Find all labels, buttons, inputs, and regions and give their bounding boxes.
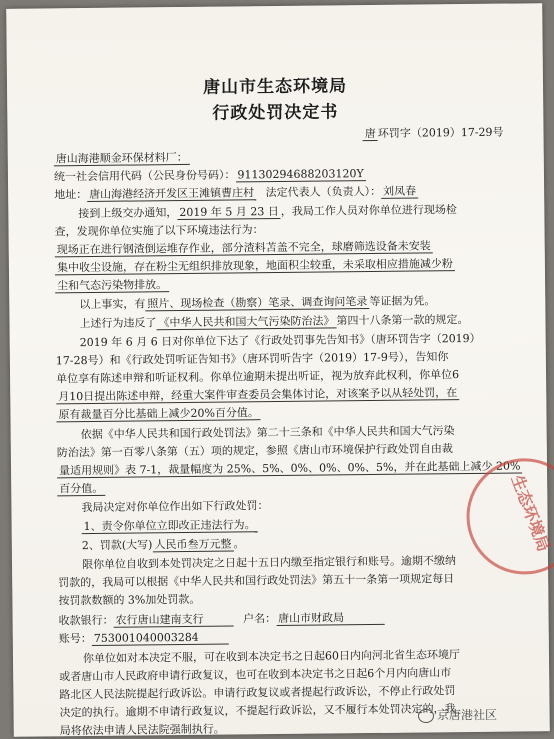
text: 第四十八条第一款的规定。 xyxy=(336,313,469,328)
bank-name: 农行唐山建南支行 xyxy=(114,612,234,627)
text: 以上事实，有 xyxy=(79,297,146,312)
text: 量适用规则》表 7-1，裁量幅度为 25%、5%、0%、0%、0%、5%，并在此基础上减少 20% xyxy=(57,459,522,478)
text: 月10日提出陈述申辩，经重大案件审查委员会集体讨论，对该案予以从轻处罚，在 xyxy=(56,386,459,404)
doc-number-value: 环罚字（2019）17-29号 xyxy=(377,125,504,140)
law-violated-paragraph xyxy=(79,311,468,331)
text: 原有裁量百分比基础上减少20%百分值。 xyxy=(56,406,261,422)
inspection-date: 2019 年 5 月 23 日 xyxy=(177,205,281,220)
document-title-org: 唐山市生态环境局 xyxy=(202,76,348,98)
official-seal xyxy=(466,458,554,575)
violation-line xyxy=(55,237,433,257)
payment-line: 罚款的，我局可以根据《中华人民共和国行政处罚法》第五十一条第一项规定每日 xyxy=(58,572,455,590)
document-number xyxy=(363,124,504,141)
payee-label: 户名： xyxy=(243,612,277,626)
evidence-list: 照片、现场检查（勘察）笔录、调查询问笔录 xyxy=(145,295,369,311)
violation-line xyxy=(55,255,455,275)
text: 上述行为违反了 xyxy=(79,316,157,331)
address-label: 地址： xyxy=(54,187,88,202)
basis-line: 依据《中华人民共和国行政处罚法》第二十三条和《中华人民共和国大气污染 xyxy=(80,424,455,442)
basis-line xyxy=(57,480,105,497)
decision-item-2 xyxy=(82,535,245,553)
account-label: 账号： xyxy=(58,631,92,646)
watermark-text: 京唐港社区 xyxy=(437,708,498,722)
decision-intro: 我局决定对你单位作出如下行政处罚： xyxy=(81,499,269,515)
notice-line: 17-28号）和《行政处罚听证告知书》（唐环罚听告字（2019）17-9号），告知你 xyxy=(55,350,449,368)
address: 唐山海港经济开发区王滩镇曹庄村 xyxy=(87,186,256,202)
text: 。 xyxy=(233,537,245,551)
notice-line: 单位享有陈述申辩和听证权利。你单位逾期未提出听证，视为放弃此权利，你单位6 xyxy=(56,368,460,386)
law-name: 《中华人民共和国大气污染防治法》 xyxy=(156,314,336,330)
basis-line: 防治法》第一百零八条第（五）项的规定，参照《唐山市环境保护行政处罚自由裁 xyxy=(56,442,453,460)
account-number: 753001040003284 xyxy=(92,631,229,646)
text: 接到上级交办通知， xyxy=(78,206,178,221)
appeal-line: 局将依法申请人民法院强制执行。 xyxy=(59,722,225,738)
credit-code-row xyxy=(54,165,366,184)
basis-line xyxy=(57,457,523,478)
text: 集中收尘设施，存在粉尘无组织排放现象，地面积尘较重，未采取相应措施减少粉 xyxy=(55,257,455,275)
paragraph-inspection-cont: 查，发现你单位实施了以下环境违法行为： xyxy=(54,223,264,239)
credit-code: 91130294688203120Y xyxy=(235,167,365,182)
text: 等证据为凭。 xyxy=(369,294,436,309)
appeal-line: 决定的执行。逾期不申请行政复议，不提起行政诉讼，又不履行本处罚决定的，我 xyxy=(59,702,456,720)
text: 尘和气态污染物排放。 xyxy=(55,278,169,293)
wechat-icon xyxy=(418,709,434,723)
text: 2、罚款(大写) xyxy=(81,538,153,553)
recipient xyxy=(54,149,190,166)
fine-amount: 人民币叁万元整 xyxy=(152,537,233,552)
decision-item-1 xyxy=(82,516,258,534)
account-row xyxy=(59,629,229,647)
notice-line xyxy=(56,384,459,404)
seal-text: 生态环境局 xyxy=(507,472,554,554)
text: 百分值。 xyxy=(57,482,105,497)
watermark xyxy=(418,706,497,723)
address-row xyxy=(54,183,418,203)
paragraph-inspection xyxy=(78,201,457,221)
notice-line xyxy=(56,404,261,422)
legal-rep: 刘凤春 xyxy=(381,185,418,199)
bank-row xyxy=(59,609,385,628)
bank-label: 收款银行： xyxy=(58,613,114,628)
appeal-line: 你单位如对本决定不服，可在收到本决定书之日起60日内向河北省生态环境厅 xyxy=(82,648,461,666)
legal-rep-label: 法定代表人（负责人）： xyxy=(265,184,382,200)
notice-line: 2019 年 6 月 6 日对你单位下达了《行政处罚事先告知书》（唐环罚告字（2019） xyxy=(79,331,481,350)
credit-code-label: 统一社会信用代码（公民身份号码）： xyxy=(53,168,236,184)
payee: 唐山市财政局 xyxy=(276,611,384,626)
payment-line: 按罚款数额的 3%加处罚款。 xyxy=(58,592,201,608)
document-title: 行政处罚决定书 xyxy=(212,102,339,124)
appeal-line: 或者唐山市人民政府申请行政复议，也可在收到本决定书之日起6个月内向唐山市 xyxy=(59,666,452,684)
penalty-decision-document xyxy=(6,3,554,738)
text: 1、责令你单位立即改正违法行为。 xyxy=(82,518,258,534)
doc-number-prefix: 唐 xyxy=(363,127,378,141)
payment-line: 限你单位自收到本处罚决定之日起十五日内缴至指定银行和账号。逾期不缴纳 xyxy=(81,554,457,572)
evidence-paragraph xyxy=(79,292,435,312)
text: ，我局工作人员对你单位进行现场检 xyxy=(280,203,457,218)
recipient-name: 唐山海港顺金环保材料厂： xyxy=(54,151,190,166)
violation-line xyxy=(55,276,169,293)
appeal-line: 路北区人民法院提起行政诉讼。申请行政复议或者提起行政诉讼，不停止行政处罚 xyxy=(59,684,456,702)
text: 现场正在进行钢渣倒运堆存作业，部分渣料苫盖不完全，球磨筛选设备未安装 xyxy=(55,239,433,257)
